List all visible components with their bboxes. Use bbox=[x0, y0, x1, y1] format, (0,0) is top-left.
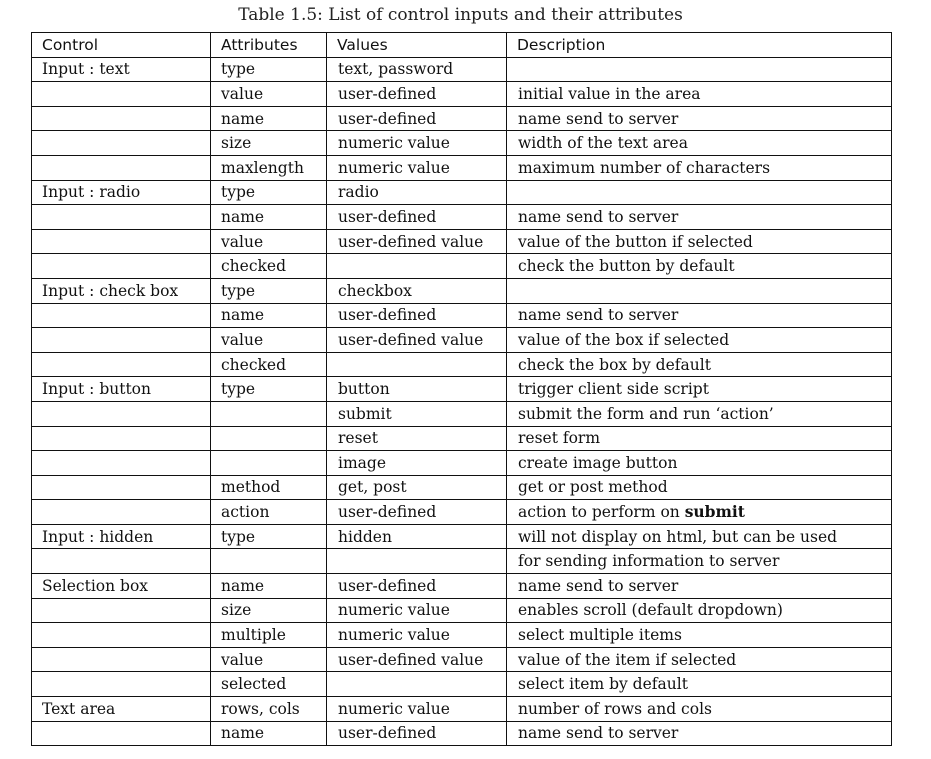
cell-value bbox=[327, 254, 507, 279]
cell-attribute: multiple bbox=[211, 623, 327, 648]
cell-control bbox=[32, 155, 211, 180]
cell-attribute: value bbox=[211, 229, 327, 254]
cell-value: hidden bbox=[327, 524, 507, 549]
cell-description: reset form bbox=[507, 426, 892, 451]
table-row bbox=[32, 254, 892, 279]
table-row bbox=[32, 205, 892, 230]
cell-control bbox=[32, 106, 211, 131]
cell-attribute: type bbox=[211, 377, 327, 402]
cell-description: width of the text area bbox=[507, 131, 892, 156]
cell-value: numeric value bbox=[327, 623, 507, 648]
cell-description bbox=[507, 500, 892, 525]
cell-attribute: maxlength bbox=[211, 155, 327, 180]
header-values: Values bbox=[327, 33, 507, 58]
cell-control bbox=[32, 352, 211, 377]
cell-attribute: value bbox=[211, 328, 327, 353]
table-row bbox=[32, 574, 892, 599]
cell-value: numeric value bbox=[327, 598, 507, 623]
table-row bbox=[32, 303, 892, 328]
cell-control bbox=[32, 205, 211, 230]
cell-control: Selection box bbox=[32, 574, 211, 599]
cell-value: user-defined value bbox=[327, 328, 507, 353]
cell-value bbox=[327, 549, 507, 574]
description-bold-text: submit bbox=[684, 502, 745, 522]
cell-description: check the button by default bbox=[507, 254, 892, 279]
cell-control: Input : text bbox=[32, 57, 211, 82]
cell-value: user-defined bbox=[327, 106, 507, 131]
cell-description: get or post method bbox=[507, 475, 892, 500]
table-row bbox=[32, 500, 892, 525]
cell-control: Input : check box bbox=[32, 278, 211, 303]
cell-value: user-defined value bbox=[327, 229, 507, 254]
table-row bbox=[32, 647, 892, 672]
table-row bbox=[32, 451, 892, 476]
table-row bbox=[32, 672, 892, 697]
cell-attribute bbox=[211, 426, 327, 451]
cell-attribute: size bbox=[211, 131, 327, 156]
table-row bbox=[32, 697, 892, 722]
cell-value bbox=[327, 672, 507, 697]
cell-control: Input : button bbox=[32, 377, 211, 402]
header-description: Description bbox=[507, 33, 892, 58]
cell-description: will not display on html, but can be used bbox=[507, 524, 892, 549]
table-row bbox=[32, 328, 892, 353]
cell-description: create image button bbox=[507, 451, 892, 476]
cell-attribute bbox=[211, 451, 327, 476]
cell-attribute: action bbox=[211, 500, 327, 525]
cell-value: get, post bbox=[327, 475, 507, 500]
cell-description: name send to server bbox=[507, 205, 892, 230]
table-row bbox=[32, 426, 892, 451]
cell-attribute: type bbox=[211, 524, 327, 549]
table-row bbox=[32, 377, 892, 402]
cell-value: checkbox bbox=[327, 278, 507, 303]
cell-attribute: type bbox=[211, 180, 327, 205]
cell-value: numeric value bbox=[327, 155, 507, 180]
cell-value: radio bbox=[327, 180, 507, 205]
cell-attribute: rows, cols bbox=[211, 697, 327, 722]
cell-control bbox=[32, 672, 211, 697]
table-row bbox=[32, 401, 892, 426]
header-control: Control bbox=[32, 33, 211, 58]
cell-value: numeric value bbox=[327, 697, 507, 722]
cell-attribute bbox=[211, 549, 327, 574]
cell-attribute: name bbox=[211, 303, 327, 328]
table-row bbox=[32, 623, 892, 648]
cell-control bbox=[32, 647, 211, 672]
cell-value: user-defined bbox=[327, 82, 507, 107]
cell-control bbox=[32, 82, 211, 107]
cell-description: name send to server bbox=[507, 574, 892, 599]
cell-description: number of rows and cols bbox=[507, 697, 892, 722]
cell-description bbox=[507, 57, 892, 82]
cell-value: user-defined bbox=[327, 574, 507, 599]
cell-control bbox=[32, 426, 211, 451]
table-body bbox=[32, 57, 892, 746]
cell-control bbox=[32, 229, 211, 254]
cell-value: button bbox=[327, 377, 507, 402]
cell-control bbox=[32, 451, 211, 476]
cell-description: maximum number of characters bbox=[507, 155, 892, 180]
cell-attribute: value bbox=[211, 82, 327, 107]
cell-value: image bbox=[327, 451, 507, 476]
cell-value: submit bbox=[327, 401, 507, 426]
table-row bbox=[32, 721, 892, 746]
table-row bbox=[32, 598, 892, 623]
cell-attribute: checked bbox=[211, 352, 327, 377]
cell-control bbox=[32, 500, 211, 525]
cell-value bbox=[327, 352, 507, 377]
table-row bbox=[32, 82, 892, 107]
cell-control bbox=[32, 475, 211, 500]
cell-control bbox=[32, 254, 211, 279]
cell-control bbox=[32, 623, 211, 648]
cell-value: user-defined bbox=[327, 205, 507, 230]
cell-description bbox=[507, 180, 892, 205]
cell-attribute: selected bbox=[211, 672, 327, 697]
cell-control: Input : radio bbox=[32, 180, 211, 205]
cell-description: value of the button if selected bbox=[507, 229, 892, 254]
cell-description: for sending information to server bbox=[507, 549, 892, 574]
description-text: action to perform on bbox=[518, 503, 685, 522]
table-row bbox=[32, 155, 892, 180]
cell-value: user-defined bbox=[327, 500, 507, 525]
table-row bbox=[32, 278, 892, 303]
cell-description: name send to server bbox=[507, 106, 892, 131]
control-inputs-table bbox=[31, 32, 892, 746]
cell-description: name send to server bbox=[507, 303, 892, 328]
cell-attribute bbox=[211, 401, 327, 426]
cell-description bbox=[507, 278, 892, 303]
table-row bbox=[32, 106, 892, 131]
table-row bbox=[32, 229, 892, 254]
cell-control bbox=[32, 598, 211, 623]
cell-description: value of the item if selected bbox=[507, 647, 892, 672]
table-row bbox=[32, 352, 892, 377]
header-attributes: Attributes bbox=[211, 33, 327, 58]
cell-description: name send to server bbox=[507, 721, 892, 746]
table-caption: Table 1.5: List of control inputs and their attributes bbox=[238, 5, 683, 25]
cell-attribute: name bbox=[211, 205, 327, 230]
cell-description: select multiple items bbox=[507, 623, 892, 648]
cell-value: user-defined bbox=[327, 303, 507, 328]
table-row bbox=[32, 524, 892, 549]
cell-attribute: name bbox=[211, 721, 327, 746]
cell-attribute: type bbox=[211, 57, 327, 82]
table-row bbox=[32, 549, 892, 574]
cell-control bbox=[32, 131, 211, 156]
cell-description: value of the box if selected bbox=[507, 328, 892, 353]
table-row bbox=[32, 180, 892, 205]
cell-value: reset bbox=[327, 426, 507, 451]
cell-attribute: checked bbox=[211, 254, 327, 279]
cell-attribute: name bbox=[211, 106, 327, 131]
table-row bbox=[32, 131, 892, 156]
cell-description: initial value in the area bbox=[507, 82, 892, 107]
cell-control: Input : hidden bbox=[32, 524, 211, 549]
cell-value: numeric value bbox=[327, 131, 507, 156]
cell-control bbox=[32, 401, 211, 426]
cell-attribute: name bbox=[211, 574, 327, 599]
cell-attribute: method bbox=[211, 475, 327, 500]
table-row bbox=[32, 475, 892, 500]
cell-attribute: value bbox=[211, 647, 327, 672]
cell-value: user-defined value bbox=[327, 647, 507, 672]
table-row bbox=[32, 57, 892, 82]
cell-control bbox=[32, 303, 211, 328]
cell-description: trigger client side script bbox=[507, 377, 892, 402]
cell-value: user-defined bbox=[327, 721, 507, 746]
cell-description: check the box by default bbox=[507, 352, 892, 377]
cell-value: text, password bbox=[327, 57, 507, 82]
cell-attribute: size bbox=[211, 598, 327, 623]
cell-control bbox=[32, 328, 211, 353]
cell-description: submit the form and run ‘action’ bbox=[507, 401, 892, 426]
header-row bbox=[32, 33, 892, 58]
cell-control bbox=[32, 721, 211, 746]
cell-control bbox=[32, 549, 211, 574]
cell-attribute: type bbox=[211, 278, 327, 303]
cell-description: select item by default bbox=[507, 672, 892, 697]
cell-control: Text area bbox=[32, 697, 211, 722]
cell-description: enables scroll (default dropdown) bbox=[507, 598, 892, 623]
